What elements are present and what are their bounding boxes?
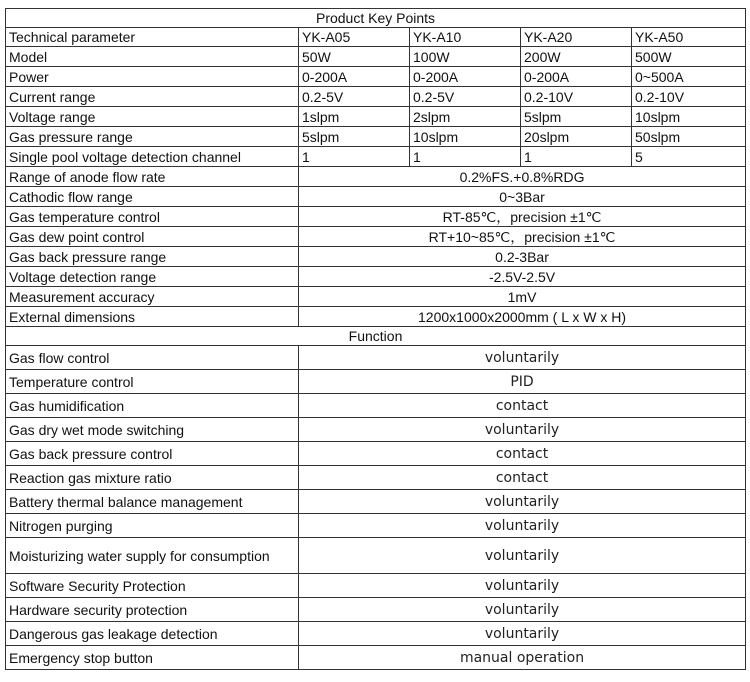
table-cell: 0-200A: [521, 67, 632, 87]
table-row: [6, 167, 746, 187]
table-cell: 1slpm: [299, 107, 410, 127]
table-row: [6, 207, 746, 227]
table-cell: 0~500A: [632, 67, 746, 87]
table-cell: Voltage detection range: [6, 267, 299, 287]
table-cell: 10slpm: [410, 127, 521, 147]
table-row: [6, 107, 746, 127]
table-cell: Cathodic flow range: [6, 187, 299, 207]
table-cell: 0-200A: [410, 67, 521, 87]
table-cell: 1: [410, 147, 521, 167]
table-cell: Gas humidification: [6, 394, 299, 418]
table-row: [6, 267, 746, 287]
function-row: [6, 442, 746, 466]
table-cell: Voltage range: [6, 107, 299, 127]
table-cell: RT-85℃，precision ±1℃: [299, 207, 746, 227]
table-cell: Nitrogen purging: [6, 514, 299, 538]
table-row: [6, 287, 746, 307]
table-cell: voluntarily: [299, 598, 746, 622]
table-cell: Current range: [6, 87, 299, 107]
table-cell: Moisturizing water supply for consumption: [6, 538, 299, 574]
table-cell: Dangerous gas leakage detection: [6, 622, 299, 646]
table-cell: Emergency stop button: [6, 646, 299, 670]
table-cell: voluntarily: [299, 346, 746, 370]
table-cell: 0.2-10V: [521, 87, 632, 107]
table-cell: Gas flow control: [6, 346, 299, 370]
function-row: [6, 394, 746, 418]
table-cell: voluntarily: [299, 514, 746, 538]
header-cell: YK-A20: [521, 28, 632, 47]
function-row: [6, 514, 746, 538]
function-row: [6, 370, 746, 394]
header-cell: YK-A05: [299, 28, 410, 47]
table-cell: 0.2-5V: [299, 87, 410, 107]
function-row: [6, 346, 746, 370]
table-cell: RT+10~85℃，precision ±1℃: [299, 227, 746, 247]
table-row: [6, 127, 746, 147]
table-cell: 5slpm: [521, 107, 632, 127]
table-cell: 0~3Bar: [299, 187, 746, 207]
table-cell: 0.2-3Bar: [299, 247, 746, 267]
table-row: [6, 187, 746, 207]
table-cell: Gas dry wet mode switching: [6, 418, 299, 442]
title-row: [6, 9, 746, 28]
table-cell: Gas back pressure range: [6, 247, 299, 267]
table-cell: 200W: [521, 47, 632, 67]
table-cell: Measurement accuracy: [6, 287, 299, 307]
table-cell: Single pool voltage detection channel: [6, 147, 299, 167]
header-cell: Technical parameter: [6, 28, 299, 47]
function-row: [6, 490, 746, 514]
header-cell: YK-A10: [410, 28, 521, 47]
table-row: [6, 67, 746, 87]
table-row: [6, 227, 746, 247]
table-cell: 1: [299, 147, 410, 167]
table-cell: 1200x1000x2000mm ( L x W x H): [299, 307, 746, 327]
table-cell: PID: [299, 370, 746, 394]
table-cell: Reaction gas mixture ratio: [6, 466, 299, 490]
table-cell: 10slpm: [632, 107, 746, 127]
table-cell: 1: [521, 147, 632, 167]
header-row: [6, 28, 746, 47]
table-cell: voluntarily: [299, 418, 746, 442]
table-cell: 0-200A: [299, 67, 410, 87]
table-cell: contact: [299, 442, 746, 466]
table-cell: Software Security Protection: [6, 574, 299, 598]
table-cell: Gas pressure range: [6, 127, 299, 147]
table-cell: Temperature control: [6, 370, 299, 394]
table-cell: Gas dew point control: [6, 227, 299, 247]
function-row: [6, 466, 746, 490]
function-section-title: Function: [6, 327, 746, 346]
function-row: [6, 622, 746, 646]
function-row: [6, 646, 746, 670]
table-title: Product Key Points: [6, 9, 746, 28]
table-cell: 0.2-5V: [410, 87, 521, 107]
table-cell: 2slpm: [410, 107, 521, 127]
header-cell: YK-A50: [632, 28, 746, 47]
function-row: [6, 574, 746, 598]
table-cell: voluntarily: [299, 490, 746, 514]
table-cell: Gas back pressure control: [6, 442, 299, 466]
table-cell: manual operation: [299, 646, 746, 670]
function-row: [6, 538, 746, 574]
table-cell: 50slpm: [632, 127, 746, 147]
table-cell: 20slpm: [521, 127, 632, 147]
table-cell: Range of anode flow rate: [6, 167, 299, 187]
spec-table: [5, 8, 746, 670]
table-cell: -2.5V-2.5V: [299, 267, 746, 287]
table-cell: voluntarily: [299, 622, 746, 646]
table-cell: 1mV: [299, 287, 746, 307]
table-row: [6, 307, 746, 327]
table-cell: Gas temperature control: [6, 207, 299, 227]
table-cell: Model: [6, 47, 299, 67]
table-cell: 5: [632, 147, 746, 167]
table-cell: Hardware security protection: [6, 598, 299, 622]
table-cell: 500W: [632, 47, 746, 67]
table-cell: 100W: [410, 47, 521, 67]
spec-table-body: [6, 9, 746, 670]
table-cell: voluntarily: [299, 538, 746, 574]
table-cell: Battery thermal balance management: [6, 490, 299, 514]
table-row: [6, 147, 746, 167]
table-cell: 0.2%FS.+0.8%RDG: [299, 167, 746, 187]
function-row: [6, 418, 746, 442]
function-title-row: [6, 327, 746, 346]
table-cell: 0.2-10V: [632, 87, 746, 107]
table-cell: contact: [299, 466, 746, 490]
table-cell: 5slpm: [299, 127, 410, 147]
table-cell: voluntarily: [299, 574, 746, 598]
table-row: [6, 87, 746, 107]
function-row: [6, 598, 746, 622]
table-cell: External dimensions: [6, 307, 299, 327]
table-cell: Power: [6, 67, 299, 87]
table-cell: contact: [299, 394, 746, 418]
table-row: [6, 47, 746, 67]
table-cell: 50W: [299, 47, 410, 67]
table-row: [6, 247, 746, 267]
